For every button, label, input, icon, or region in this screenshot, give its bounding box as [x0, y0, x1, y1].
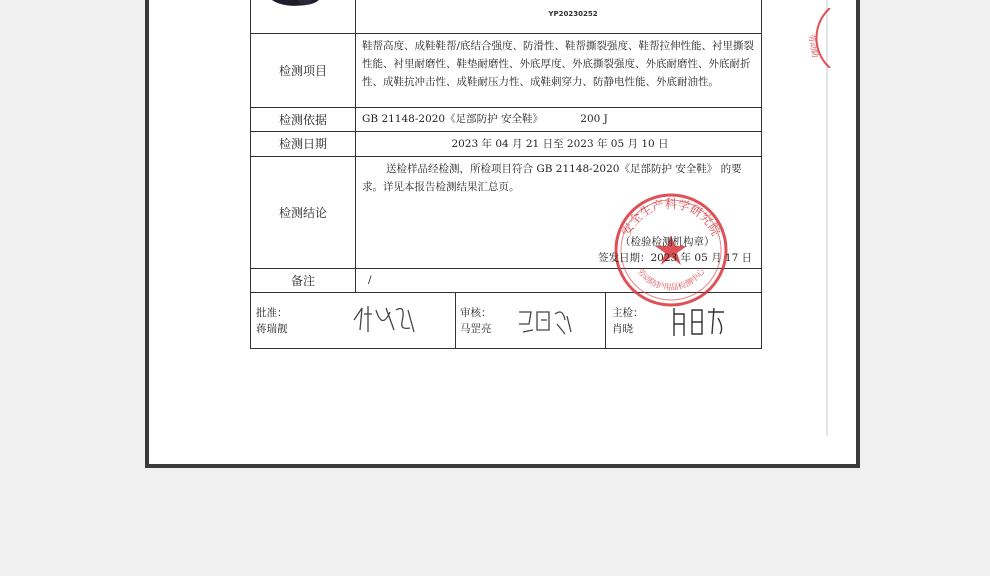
conclusion-text: 送检样品经检测，所检项目符合 GB 21148-2020《足部防护 安全鞋》 的要求。详见本报告检测结果汇总页。 — [362, 163, 742, 193]
review-label: 审核： — [460, 307, 492, 319]
review-signature — [515, 306, 575, 338]
sign-divider — [605, 292, 606, 349]
seal-top-text: 安全生产科学研究院 — [618, 197, 724, 239]
basis-extra: 200 J — [580, 113, 608, 125]
sign-date: 签发日期：2023 年 05 月 17 日 — [598, 252, 753, 264]
basis-standard: GB 21148-2020《足部防护 安全鞋》 — [362, 113, 543, 125]
items-label: 检测项目 — [278, 63, 327, 78]
edge-stamp — [800, 8, 840, 68]
date-text: 2023 年 04 月 21 日至 2023 年 05 月 10 日 — [451, 138, 669, 150]
table-divider — [355, 0, 356, 292]
approve-signature — [350, 300, 420, 338]
conclusion-label: 检测结论 — [278, 205, 327, 220]
approve-label: 批准： — [256, 307, 288, 319]
sign-divider — [455, 292, 456, 349]
basis-text — [362, 110, 758, 128]
svg-text:劳动防: 劳动防 — [806, 33, 820, 59]
seal-note: （检验检测机构章） — [620, 236, 715, 248]
items-text: 鞋帮高度、成鞋鞋帮/底结合强度、防滑性、鞋帮撕裂强度、鞋帮拉伸性能、衬里撕裂性能、衬里耐磨性、鞋垫耐磨性、外底厚度、外底撕裂强度、外底耐磨性、外底耐折性、成鞋抗冲击性、成鞋耐压力性、成鞋刺穿力、防静电性能、外底耐油性。 — [362, 40, 755, 88]
review-name: 马罡亮 — [460, 323, 492, 335]
remark-label: 备注 — [290, 273, 315, 288]
sample-id: YP20230252 — [548, 10, 598, 18]
main-label: 主检： — [612, 307, 644, 319]
approve-name: 蒋瑞靓 — [256, 323, 288, 335]
date-label: 检测日期 — [278, 137, 327, 151]
main-signature — [668, 304, 728, 340]
sample-shoe-image — [263, 0, 323, 16]
main-name: 肖晓 — [612, 323, 633, 335]
remark-text: / — [368, 274, 372, 286]
seal-bottom-text: 劳动防护用品检测中心 — [635, 267, 707, 292]
basis-label: 检测依据 — [278, 112, 327, 127]
